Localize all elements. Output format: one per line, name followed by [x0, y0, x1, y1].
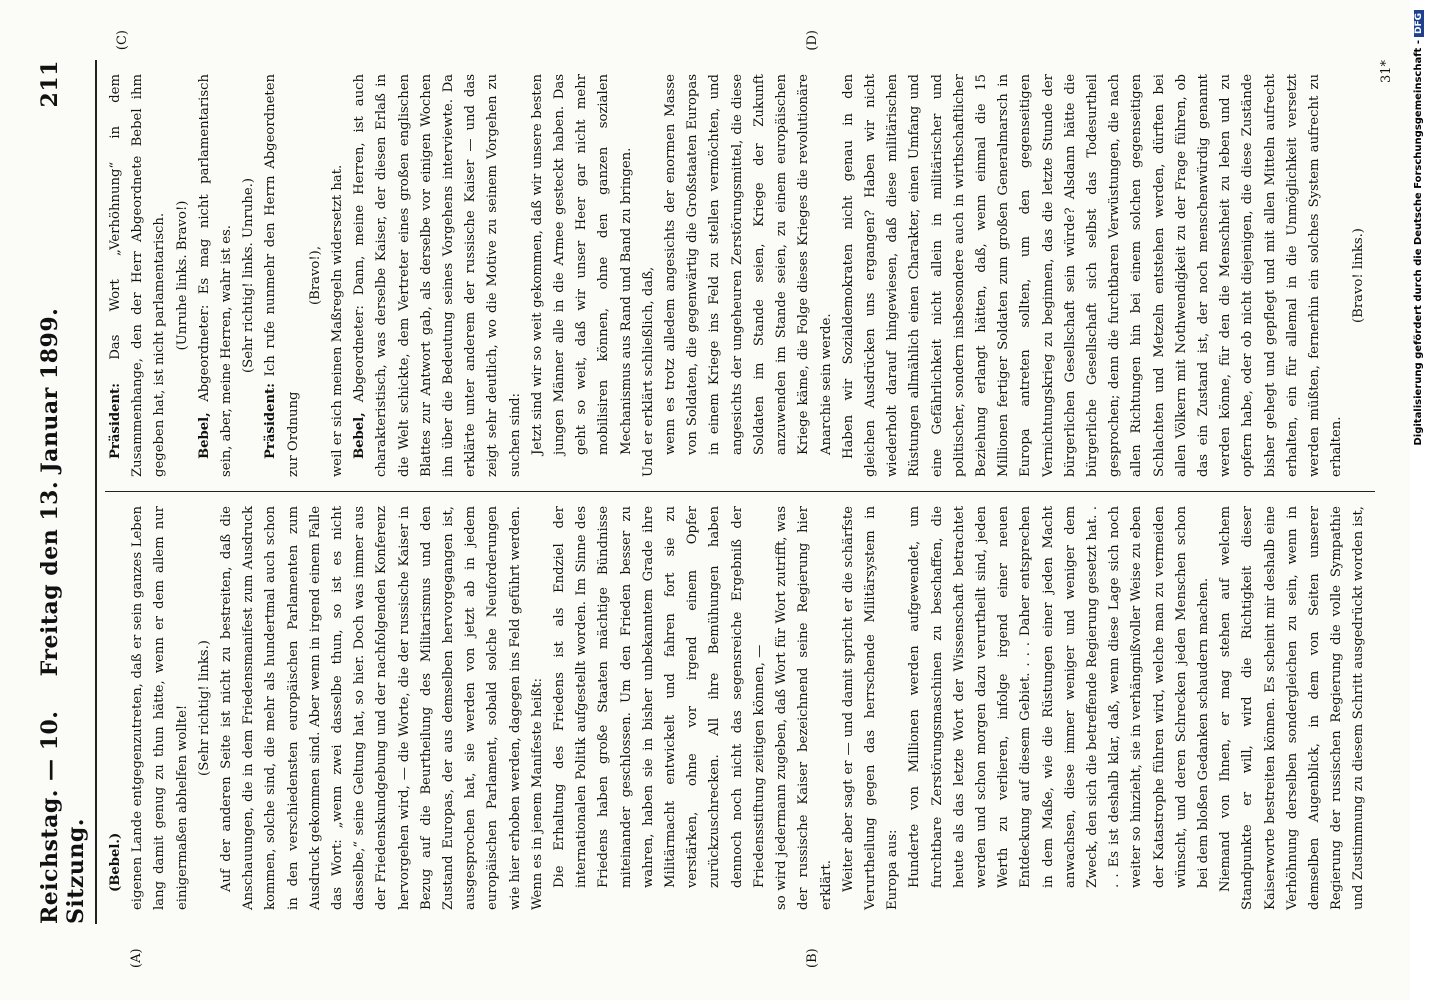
paragraph — [194, 74, 238, 477]
page-header — [37, 60, 97, 924]
speaker-name: (Bebel.) — [108, 832, 123, 892]
interjection: (Bravo! links.) — [1351, 228, 1367, 323]
paragraph: Weiter aber sagt er — und damit spricht er die schärfste Verurtheilung gegen das herrschende Militärsystem in Europa aus: — [840, 506, 901, 910]
quotation: Die Erhaltung des Friedens ist als Endziel der internationalen Politik aufgestellt worden. Im Sinne des Friedens haben große Staaten mächtige Bündnisse miteinander geschlossen. Um den Frieden besser zu wahren, haben sie in bisher unbekanntem Grade ihre Militärmacht entwickelt und fahren fort sie zu verstärken, ohne vor irgend einem Opfer zurückzuschrecken. All ihre Bemühungen haben dennoch noch nicht das segensreiche Ergebniß der Friedensstiftung zeitigen können, — — [552, 506, 767, 888]
speech-text: Das Wort „Verhöhnung“ in dem Zusammenhange, den der Herr Abgeordnete Bebel ihm gegeben hat, ist nicht parlamentarisch. — [108, 74, 168, 477]
paragraph: eigenen Lande entgegenzutreten, daß er sein ganzes Leben lang damit genug zu thun hätte, wenn er dem allem nur einigermaßen abhelfen wollte! — [130, 506, 190, 910]
interjection: (Bravo!), — [307, 245, 323, 306]
speaker-name: Präsident: — [108, 382, 123, 459]
header-date: Freitag den 13. Januar 1899. — [37, 307, 63, 677]
paragraph: so wird jedermann zugeben, daß Wort für Wort zutrifft, was der russische Kaiser bezeichnend seine Regierung hier erklärt. — [774, 506, 834, 910]
signature-mark: 31* — [1379, 60, 1394, 84]
interjection: (Sehr richtig! links.) — [196, 640, 212, 776]
quotation: Hunderte von Millionen werden aufgewendet, um furchtbare Zerstörungsmaschinen zu beschaffen, die heute als das letzte Wort der Wissenschaft betrachtet werden und schon morgen dazu verurtheilt sind, jeden Werth zu verlieren, infolge irgend einer neuen Entdeckung auf diesem Gebiet. . . . Daher entsprechen in dem Maße, wie die Rüstungen einer jeden Macht anwachsen, diese immer weniger und weniger dem Zweck, den sich die betreffende Regierung gesetzt hat. . . . Es ist deshalb klar, daß, wenn diese Lage sich noch weiter so hinzieht, sie in verhängnißvoller Weise zu eben der Katastrophe führen wird, welche man zu vermeiden wünscht, und deren Schrecken jeden Menschen schon bei dem bloßen Gedanken schaudern machen. — [907, 506, 1211, 888]
left-column — [105, 492, 1375, 924]
right-column — [105, 60, 1375, 492]
speaker-name: Bebel, — [196, 412, 212, 459]
paragraph — [260, 74, 304, 477]
paragraph: Und er erklärt schließlich, daß, — [640, 266, 656, 477]
quotation: Jetzt sind wir so weit gekommen, daß wir unsere besten jungen Männer alle in die Armee gesteckt haben. Das geht so weit, daß wir unser Heer gar nicht mehr mobilisiren können, ohne den ganzen sozialen Mechanismus aus Rand und Band zu bringen. — [529, 74, 634, 455]
rotated-page — [15, 20, 1395, 980]
text-columns — [105, 30, 1375, 968]
margin-marker-c: (C) — [115, 30, 130, 51]
header-left: Reichstag. — 10. Sitzung. — [37, 710, 89, 924]
speech-text: Ich rufe nunmehr den Herrn Abgeordneten zur Ordnung — [263, 74, 301, 477]
credit-text: Digitalisierung gefördert durch die Deutsche Forschungsgemeinschaft - — [1413, 40, 1424, 446]
paragraph: Niemand von Ihnen, er mag stehen auf welchem Standpunkte er will, wird die Richtigkeit dieser Kaiserworte bestreiten können. Es scheint mir deshalb eine Verhöhnung derselben sondergleichen zu sein, wenn in demselben Augenblick, in dem von Seiten unserer Regierung der russischen Regierung die volle Sympathie und Zustimmung zu diesem Schritt ausgedrückt worden ist, — [1218, 506, 1367, 910]
speech-text: Abgeordneter: Dann, meine Herren, ist auch charakteristisch, was derselbe Kaiser, der diesen Erlaß in die Welt schickte, dem Vertreter eines großen englischen Blattes zur Antwort gab, als derselbe vor einigen Wochen ihn über die Bedeutung seines Vorgehens interviewte. Da erklärte unter anderem der russische Kaiser — und das zeigt sehr deutlich, wo die Motive zu seinem Vorgehen zu suchen sind: — [352, 74, 523, 477]
margin-marker-d: (D) — [805, 30, 820, 51]
page-number: 211 — [37, 60, 63, 108]
paragraph — [1371, 74, 1375, 477]
quotation: wenn es trotz alledem angesichts der enormen Masse von Soldaten, die gegenwärtig die Großstaaten Europas in einem Kriege ins Feld zu stellen vermöchten, und angesichts der ungeheuren Zerstörungsmittel, die diese Soldaten im Stande seien, Kriege der Zukunft anzuwenden im Stande seien, zu einem europäischen Kriege käme, die Folge dieses Krieges die revolutionäre Anarchie sein werde. — [663, 74, 834, 455]
paragraph — [105, 506, 127, 910]
paragraph: Auf der anderen Seite ist nicht zu bestreiten, daß die Anschauungen, die in dem Friedensmanifest zum Ausdruck kommen, solche sind, die mehr als hundertmal auch schon in den verschiedensten europäischen Parlamenten zum Ausdruck gekommen sind. Aber wenn in irgend einem Falle das Wort: „wenn zwei dasselbe thun, so ist es nicht dasselbe,“ seine Geltung hat, so hier. Doch was immer aus der Friedenskundgebung und der nachfolgenden Konferenz hervorgehen wird, — die Worte, die der russische Kaiser in Bezug auf die Beurtheilung des Militarismus und den Zustand Europas, der aus demselben hervorgegangen ist, ausgesprochen hat, sie werden von jetzt ab in jedem europäischen Parlament, sobald solche Neuforderungen wie hier erhoben werden, dagegen ins Feld geführt werden. Wenn es in jenem Manifeste heißt: — [219, 506, 545, 910]
margin-marker-b: (B) — [805, 948, 820, 968]
speaker-name: Bebel, — [352, 412, 368, 459]
paragraph: Haben wir Sozialdemokraten nicht genau in den gleichen Ausdrücken uns ergangen? Haben wir nicht wiederholt darauf hingewiesen, daß diese militärischen Rüstungen allmählich einen Charakter, einen Umfang und eine Gefährlichkeit nicht allein in militärischer und politischer, sondern insbesondere auch in wirthschaftlicher Beziehung erlangt hätten, daß, wenn einmal die 15 Millionen fertiger Soldaten zum großen Generalmarsch in Europa antreten sollten, um den gegenseitigen Vernichtungskrieg zu beginnen, das die letzte Stunde der bürgerlichen Gesellschaft sein würde? Alsdann hätte die bürgerliche Gesellschaft sich selbst das Todesurtheil gesprochen; denn die furchtbaren Verwüstungen, die nach allen Richtungen hin bei einem solchen gegenseitigen Schlachten und Metzeln entstehen werden, dürften bei allen Völkern mit Nothwendigkeit zu der Frage führen, ob das ein Zustand ist, der noch menschenwürdig genannt werden könne, für den die Menschheit zu leben und zu opfern habe, oder ob nicht diejenigen, die diese Zustände bisher gehegt und gepflegt und mit allen Mitteln aufrecht erhalten, ein für allemal in die Unmöglichkeit versetzt werden müßten, fernerhin ein solches System aufrecht zu erhalten. — [840, 74, 1345, 477]
speaker-name: Präsident: — [263, 382, 279, 459]
paragraph — [105, 74, 172, 477]
paragraph — [349, 74, 527, 477]
interjection: (Sehr richtig! links. Unruhe.) — [241, 178, 257, 373]
margin-marker-a: (A) — [129, 948, 144, 968]
interjection: (Unruhe links. Bravo!) — [174, 200, 190, 351]
paragraph: weil er sich meinen Maßregeln widersetzt hat. — [330, 164, 346, 477]
dfg-logo: DFG — [1414, 10, 1424, 37]
speech-text: Abgeordneter: Es mag nicht parlamentarisch sein, aber, meine Herren, wahr ist es. — [196, 74, 235, 477]
digitization-credit — [1412, 0, 1434, 1000]
